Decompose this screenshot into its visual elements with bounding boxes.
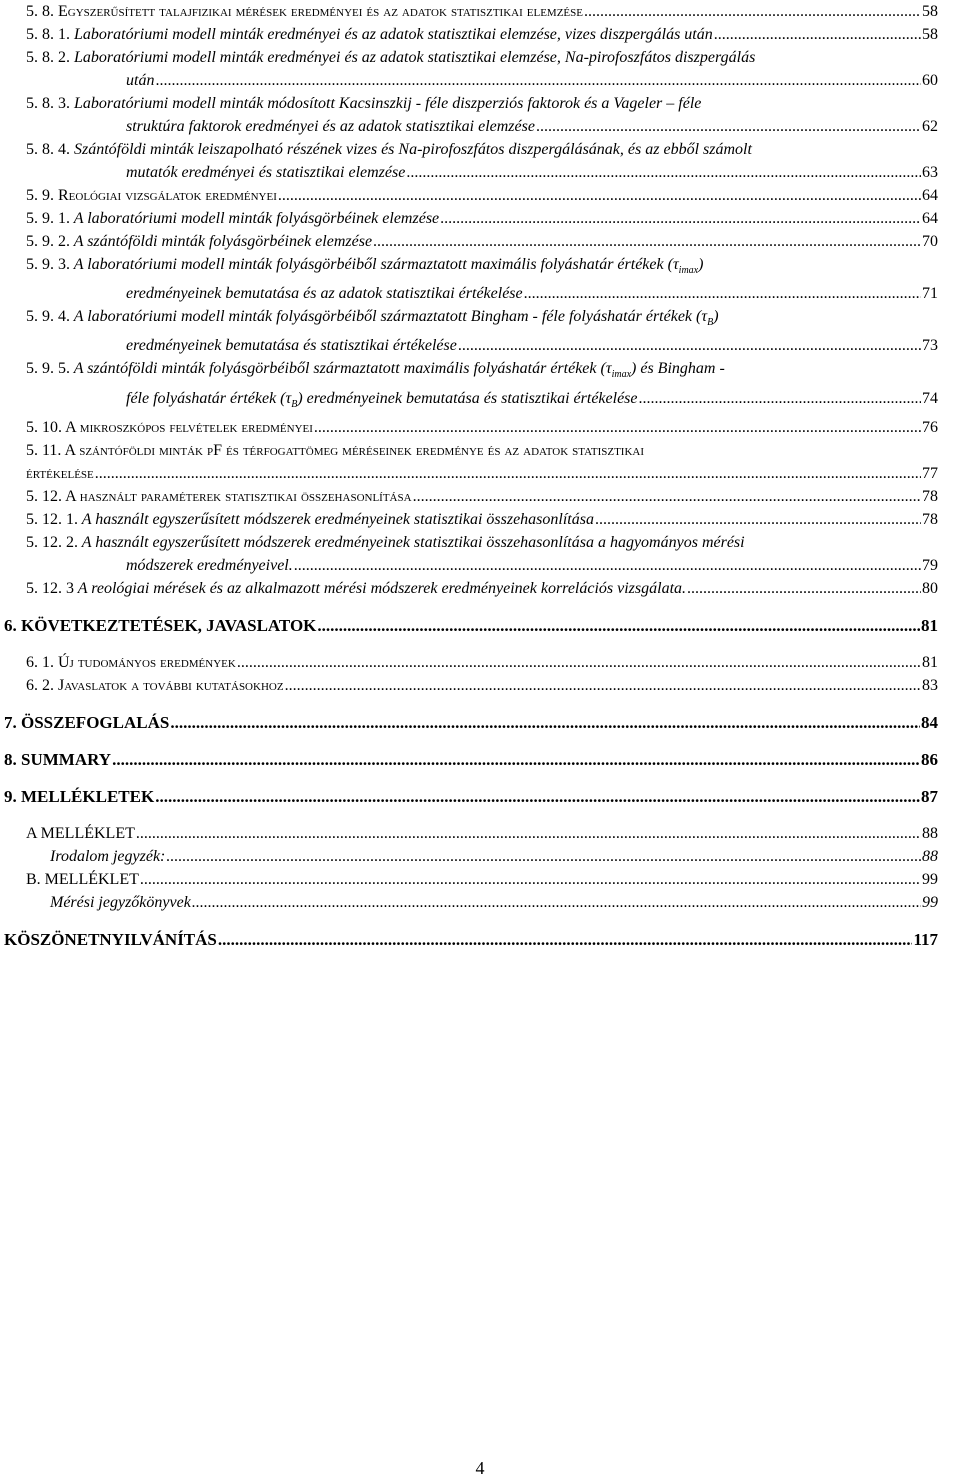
toc-number: 5. 9. 5. [26,360,70,378]
toc-leader-dots [413,485,921,508]
toc-number: 5. 8. 4. [26,141,70,158]
toc-page-number: 79 [922,556,938,574]
toc-title: Mérési jegyzőkönyvek [50,893,191,911]
toc-leader-dots [458,334,921,357]
toc-page-number: 99 [922,893,938,911]
toc-leader-dots [406,161,921,184]
toc-title: A szántóföldi minták pF és térfogattömeg méréseinek eredménye és az adatok statisztikai [64,441,645,459]
toc-title: A reológiai mérések és az alkalmazott mérési módszerek eredményeinek korrelációs vizsgálata. [77,579,687,597]
toc-page-number: 63 [922,164,938,181]
toc-title: A használt paraméterek statisztikai összehasonlítása [65,487,412,505]
toc-appendix-subentry[interactable] [0,891,960,914]
toc-entry[interactable] [0,253,960,305]
toc-page-number: 60 [922,72,938,89]
toc-leader-dots [536,115,921,138]
toc-number: 5. 9. 3. [26,256,70,273]
toc-entry[interactable] [0,651,960,674]
toc-page-number: 86 [921,749,938,769]
toc-entry[interactable] [0,138,960,184]
toc-page-number: 73 [922,337,938,355]
toc-title-continued: értékelése [26,464,94,482]
toc-title: ÖSSZEFOGLALÁS [21,712,170,732]
toc-number: 5. 12. 1. [26,510,78,528]
toc-title: A laboratóriumi modell minták folyásgörbéiből származtatott maximális folyáshatár értékek $(\tau_{imax})$ [73,256,704,277]
toc-page-number: 64 [922,210,938,227]
toc-entry[interactable] [0,207,960,230]
toc-entry[interactable] [0,23,960,46]
toc-leader-dots [218,928,913,951]
toc-page-number: 64 [922,187,938,204]
toc-title: Irodalom jegyzék: [50,847,166,865]
toc-title: Új tudományos eredmények [58,653,236,671]
toc-page-number: 88 [922,824,938,842]
toc-title: B. MELLÉKLET [26,870,139,888]
toc-leader-dots [317,614,920,637]
toc-leader-dots [314,416,921,439]
toc-number: 6. [4,615,17,635]
toc-appendix-entry[interactable] [0,822,960,845]
toc-number: 5. 12. 3 [26,579,74,597]
toc-title-continued: struktúra faktorok eredményei és az adatok statisztikai elemzése [126,118,535,135]
toc-page-number: 58 [922,3,938,20]
toc-leader-dots [595,508,921,531]
toc-page-number: 77 [922,464,938,482]
toc-leader-dots [373,230,921,253]
toc-page-number: 88 [922,847,938,865]
toc-title: Laboratóriumi modell minták módosított Kacsinszkij - féle diszperziós faktorok és a Vageler – féle [74,95,702,112]
toc-page-number: 81 [921,615,938,635]
toc-page-number: 76 [922,418,938,436]
toc-leader-dots [294,554,921,577]
toc-number: 5. 12. [26,487,62,505]
toc-page-number: 83 [922,676,938,694]
toc-entry[interactable] [0,439,960,485]
toc-title-continued: féle folyáshatár értékek $(\tau_B)$ eredményeinek bemutatása és statisztikai értékelése [126,389,638,410]
toc-title: A mikroszkópos felvételek eredményei [65,418,313,436]
toc-leader-dots [95,462,921,485]
toc-page-number: 81 [922,653,938,671]
toc-appendix-subentry[interactable] [0,845,960,868]
toc-page-number: 84 [921,712,938,732]
toc-leader-dots [278,184,921,207]
toc-entry[interactable] [0,305,960,357]
toc-page-number: 78 [922,487,938,505]
toc-number: 5. 8. 3. [26,95,70,112]
toc-title: A használt egyszerűsített módszerek eredményeinek statisztikai összehasonlítása a hagyományos mérési [81,533,745,551]
toc-leader-dots [237,651,921,674]
toc-page-number: 71 [922,285,938,303]
toc-title: Laboratóriumi modell minták eredményei és az adatok statisztikai elemzése, Na-pirofoszfátos diszpergálás [74,49,756,66]
toc-number: 5. 8. 1. [26,26,70,43]
toc-leader-dots [440,207,921,230]
toc-title: Javaslatok a további kutatásokhoz [58,676,284,694]
toc-title: Laboratóriumi modell minták eredményei és az adatok statisztikai elemzése, vizes diszpergálás után [74,26,713,43]
toc-number: 5. 9. [26,187,54,204]
toc-leader-dots [166,845,921,868]
toc-leader-dots [155,785,920,808]
toc-leader-dots [285,674,921,697]
toc-page-number: 78 [922,510,938,528]
toc-leader-dots [136,822,921,845]
toc-entry[interactable] [0,416,960,439]
toc-title: Egyszerűsített talajfizikai mérések eredményei és az adatok statisztikai elemzése [58,3,583,20]
toc-entry[interactable] [0,92,960,138]
toc-number: 5. 12. 2. [26,533,78,551]
toc-title: SUMMARY [21,749,112,769]
toc-page-number: 99 [922,870,938,888]
toc-number: 5. 11. [26,441,62,459]
toc-page-number: 117 [913,929,938,949]
toc-entry[interactable] [0,531,960,577]
toc-title-continued: mutatók eredményei és statisztikai elemzése [126,164,406,181]
toc-title-continued: után [126,72,155,89]
toc-title-continued: módszerek eredményeivel. [126,556,293,574]
toc-entry[interactable] [0,0,960,23]
toc-leader-dots [524,282,921,305]
toc-number: 7. [4,712,17,732]
toc-number: 5. 8. [26,3,54,20]
toc-entry[interactable] [0,184,960,207]
toc-leader-dots [687,577,921,600]
toc-title-continued: eredményeinek bemutatása és statisztikai értékelése [126,337,457,355]
toc-title: Reológiai vizsgálatok eredményei [58,187,277,204]
page-number: 4 [475,1458,485,1478]
toc-title: A szántóföldi minták folyásgörbéinek elemzése [73,233,373,250]
toc-entry[interactable] [0,508,960,531]
toc-leader-dots [192,891,921,914]
toc-chapter-entry[interactable] [0,614,960,637]
toc-entry[interactable] [0,357,960,415]
toc-number: 5. 9. 1. [26,210,70,227]
toc-title: MELLÉKLETEK [21,786,155,806]
toc-number: 6. 2. [26,676,54,694]
toc-number: 5. 10. [26,418,62,436]
toc-entry[interactable] [0,485,960,508]
toc-appendix-entry[interactable] [0,868,960,891]
toc-chapter-entry[interactable] [0,785,960,808]
toc-title: A laboratóriumi modell minták folyásgörbéinek elemzése [73,210,440,227]
toc-title: A laboratóriumi modell minták folyásgörbéiből származtatott Bingham - féle folyáshatár értékek $(\tau_B)$ [73,308,719,329]
toc-number: 8. [4,749,17,769]
toc-title: KÖVETKEZTETÉSEK, JAVASLATOK [21,615,317,635]
toc-number: 5. 9. 2. [26,233,70,250]
toc-entry[interactable] [0,674,960,697]
toc-title: KÖSZÖNETNYILVÁNÍTÁS [4,929,217,949]
toc-page-number: 70 [922,233,938,250]
toc-chapter-entry[interactable] [0,928,960,951]
toc-leader-dots [170,711,920,734]
toc-number: 6. 1. [26,653,54,671]
toc-page-number: 62 [922,118,938,135]
toc-number: 5. 9. 4. [26,308,70,326]
toc-number: 9. [4,786,17,806]
toc-title: A használt egyszerűsített módszerek eredményeinek statisztikai összehasonlítása [81,510,594,528]
toc-title: A MELLÉKLET [26,824,135,842]
toc-chapter-entry[interactable] [0,711,960,734]
toc-page-number: 58 [922,26,938,43]
toc-leader-dots [112,748,920,771]
toc-page-number: 80 [922,579,938,597]
toc-number: 5. 8. 2. [26,49,70,66]
toc-entry[interactable] [0,46,960,92]
toc-page-number: 74 [922,389,938,407]
toc-leader-dots [155,69,921,92]
toc-leader-dots [140,868,921,891]
toc-chapter-entry[interactable] [0,748,960,771]
toc-entry[interactable] [0,230,960,253]
toc-title: Szántóföldi minták leiszapolható részének vizes és Na-pirofoszfátos diszpergálásának, és az ebből számolt [74,141,752,158]
toc-title: A szántóföldi minták folyásgörbéiből származtatott maximális folyáshatár értékek $(\tau_{imax})$ és Bingham - [73,360,725,381]
toc-leader-dots [714,23,921,46]
toc-leader-dots [639,387,921,410]
toc-leader-dots [584,0,921,23]
toc-page-number: 87 [921,786,938,806]
toc-title-continued: eredményeinek bemutatása és az adatok statisztikai értékelése [126,285,523,303]
toc-entry[interactable] [0,577,960,600]
